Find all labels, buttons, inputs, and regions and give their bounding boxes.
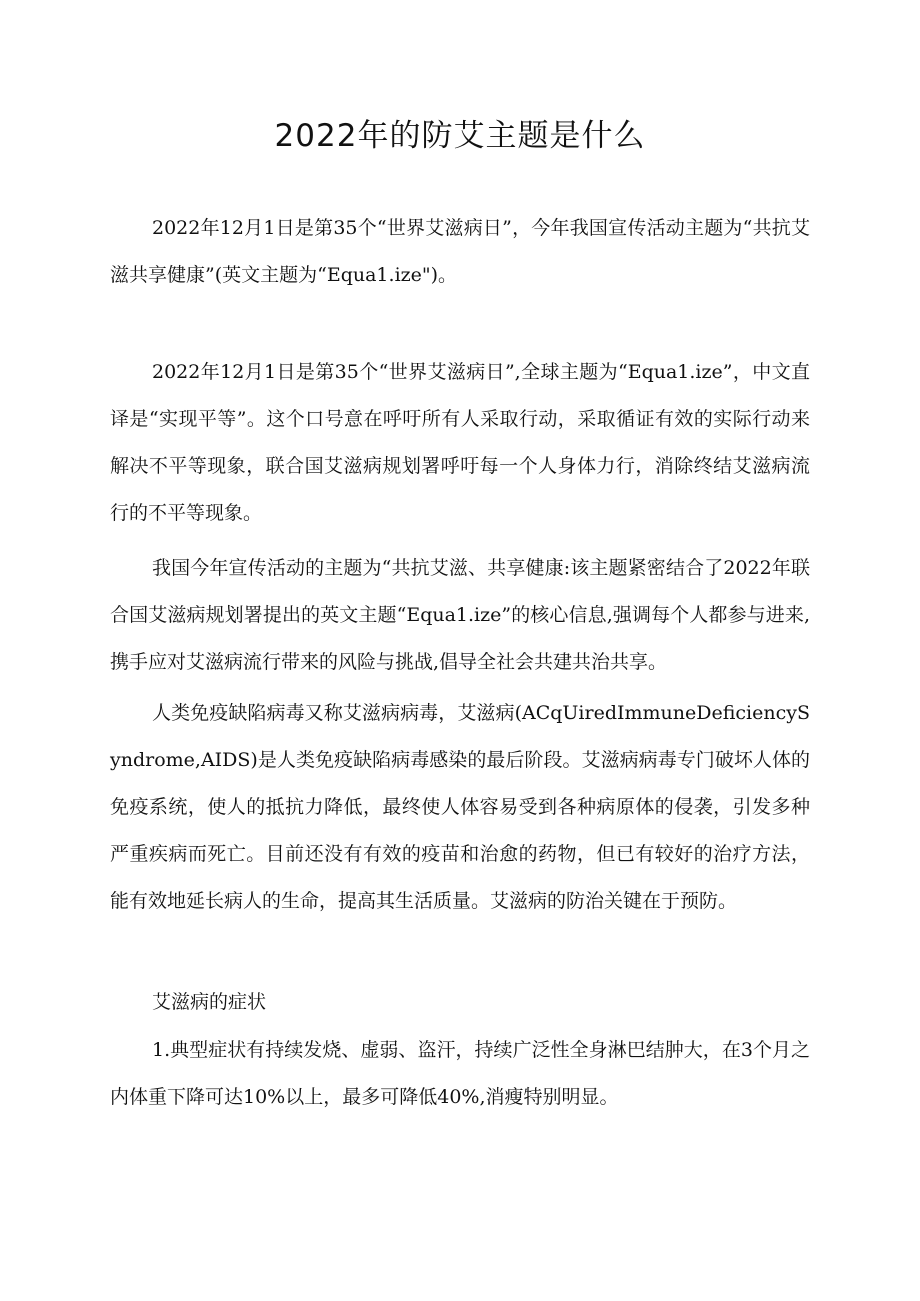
paragraph-global-theme: 2022年12月1日是第35个“世界艾滋病日”,全球主题为“Equa1.ize”，中文直译是“实现平等”。这个口号意在呼吁所有人采取行动，采取循证有效的实际行动来解决不平等现象，联合国艾滋病规划署呼吁每一个人身体力行，消除终结艾滋病流行的不平等现象。 bbox=[110, 361, 810, 524]
paragraph-symptom-1: 1.典型症状有持续发烧、虚弱、盗汗，持续广泛性全身淋巴结肿大，在3个月之内体重下降可达10%以上，最多可降低40%,消瘦特别明显。 bbox=[110, 1039, 810, 1108]
section-heading-symptoms: 艾滋病的症状 bbox=[152, 991, 267, 1013]
paragraph-china-theme: 我国今年宣传活动的主题为“共抗艾滋、共享健康:该主题紧密结合了2022年联合国艾滋病规划署提出的英文主题“Equa1.ize”的核心信息,强调每个人都参与进来,携手应对艾滋病流行带来的风险与挑战,倡导全社会共建共治共享。 bbox=[110, 557, 810, 673]
paragraph-hiv-description: 人类免疫缺陷病毒又称艾滋病病毒，艾滋病(ACqUiredImmuneDeficiencySyndrome,AIDS)是人类免疫缺陷病毒感染的最后阶段。艾滋病病毒专门破坏人体的免疫系统，使人的抵抗力降低，最终使人体容易受到各种病原体的侵袭，引发多种严重疾病而死亡。目前还没有有效的疫苗和治愈的药物，但已有较好的治疗方法，能有效地延长病人的生命，提高其生活质量。艾滋病的防治关键在于预防。 bbox=[110, 702, 810, 912]
paragraph-theme-intro: 2022年12月1日是第35个“世界艾滋病日”，今年我国宣传活动主题为“共抗艾滋共享健康”(英文主题为“Equa1.ize")。 bbox=[110, 217, 810, 286]
document-title: 2022年的防艾主题是什么 bbox=[274, 118, 646, 154]
